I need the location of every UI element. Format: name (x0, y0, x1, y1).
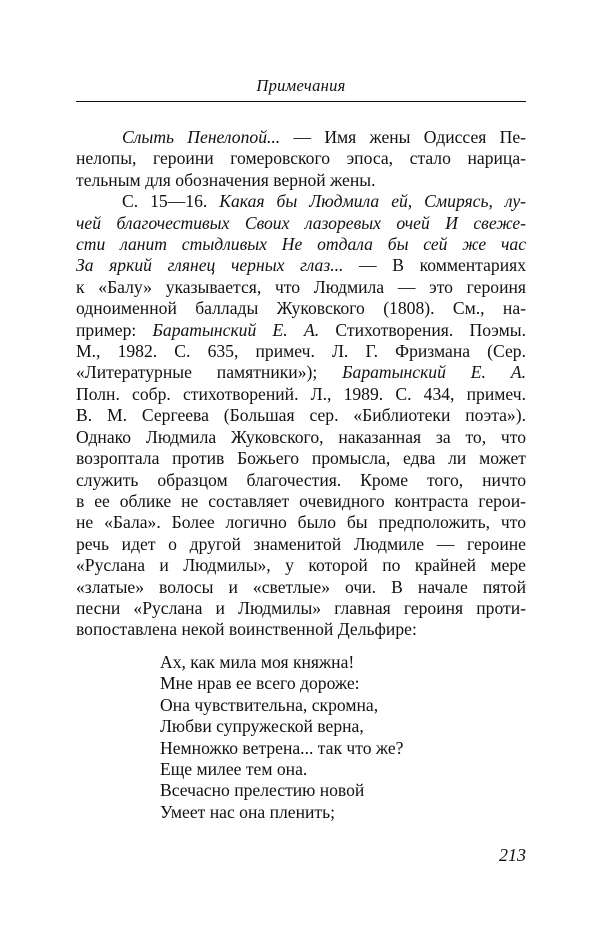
page-number: 213 (499, 845, 526, 865)
note-text: Стихотворения. Поэмы. (319, 319, 527, 340)
note-quote: сти ланит стыдливых Не отдала бы сей же час (76, 234, 526, 255)
note-line: в ее облике не составляет очевидного контраста герои- (76, 490, 526, 511)
note-line (76, 127, 526, 148)
note-quote: Какая бы Людмила ей, Смирясь, лу- (219, 191, 526, 212)
note-page-ref: С. 15—16. (122, 191, 220, 212)
note-line: тельным для обозначения верной жены. (76, 169, 376, 190)
cited-author: Баратынский Е. А. (342, 362, 526, 383)
verse-line: Ах, как мила моя княжна! (160, 652, 355, 672)
note-line: М., 1982. С. 635, примеч. Л. Г. Фризмана (Сер. (76, 341, 526, 362)
verse-line: Любви супружеской верна, (160, 716, 364, 737)
note-line (76, 213, 526, 234)
verse-quotation (160, 652, 500, 823)
note-line: одноименной баллады Жуковского (1808). См., на- (76, 298, 526, 319)
note-line (76, 320, 526, 341)
verse-line: Умеет нас она пленить; (160, 801, 336, 822)
note-line: не «Бала». Более логично было бы предположить, что (76, 512, 526, 533)
notes-text (76, 127, 526, 641)
note-line: Однако Людмила Жуковского, наказанная за то, что (76, 426, 526, 447)
note-line (76, 362, 526, 383)
verse-line: Еще милее тем она. (160, 759, 308, 780)
note-quote: За яркий глянец черных глаз... (76, 255, 344, 276)
note-line (76, 255, 526, 276)
cited-author: Баратынский Е. А. (152, 319, 320, 340)
note-line: Полн. собр. стихотворений. Л., 1989. С. 434, примеч. (76, 383, 526, 404)
note-quote: чей благочестивых Своих лазоревых очей И свеже- (76, 212, 526, 233)
note-line: «Руслана и Людмилы», у которой по крайней мере (76, 555, 526, 576)
note-line: В. М. Сергеева (Большая сер. «Библиотеки поэта»). (76, 405, 526, 426)
note-line (76, 191, 526, 212)
header-rule (76, 101, 526, 102)
note-line: нелопы, героини гомеровского эпоса, стало нарица- (76, 148, 526, 169)
note-line: служить образцом благочестия. Кроме того, ничто (76, 469, 526, 490)
note-text: пример: (76, 319, 153, 340)
verse-line: Всечасно прелестию новой (160, 780, 365, 801)
note-text: — В комментариях (343, 255, 526, 276)
note-line (76, 234, 526, 255)
note-line: к «Балу» указывается, что Людмила — это героиня (76, 276, 526, 297)
note-line: речь идет о другой знаменитой Людмиле — героине (76, 533, 526, 554)
verse-line: Мне нрав ее всего дороже: (160, 673, 360, 694)
note-text: — Имя жены Одиссея Пе- (280, 127, 526, 147)
note-line: возроптала против Божьего промысла, едва ли может (76, 448, 526, 469)
note-line: вопоставлена некой воинственной Дельфире: (76, 619, 417, 640)
note-line: песни «Руслана и Людмилы» главная героиня проти- (76, 597, 526, 618)
verse-line: Она чувствительна, скромна, (160, 694, 379, 715)
note-text: «Литературные памятники»); (76, 362, 343, 383)
verse-line: Немножко ветрена... так что же? (160, 737, 404, 758)
note-lemma: Слыть Пенелопой... (122, 127, 281, 147)
note-line: «златые» волосы и «светлые» очи. В начале пятой (76, 576, 526, 597)
running-head: Примечания (256, 76, 346, 95)
